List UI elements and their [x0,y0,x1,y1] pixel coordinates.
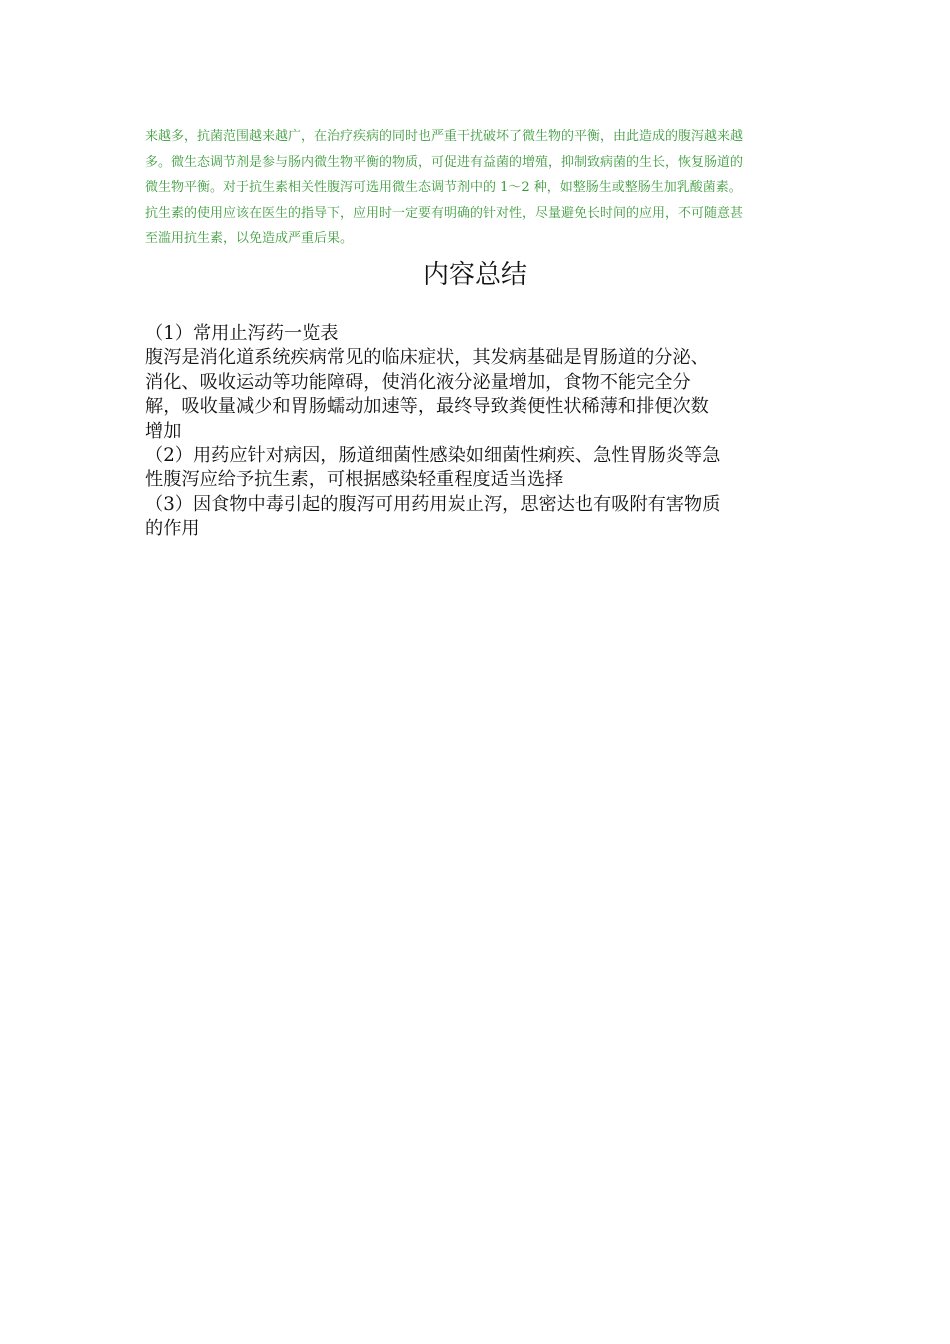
summary-line: 增加 [145,420,182,442]
green-line: 微生物平衡。对于抗生素相关性腹泻可选用微生态调节剂中的 1～2 种，如整肠生或整肠生加乳酸菌素。 [145,180,742,196]
summary-line: 的作用 [145,518,200,540]
summary-body [145,322,815,542]
green-line: 至滥用抗生素，以免造成严重后果。 [145,231,354,247]
summary-line: （1）常用止泻药一览表 [145,323,339,344]
summary-line: （2）用药应针对病因，肠道细菌性感染如细菌性痢疾、急性胃肠炎等急 [145,445,721,467]
green-line: 多。微生态调节剂是参与肠内微生物平衡的物质，可促进有益菌的增殖，抑制致病菌的生长，恢复肠道的 [145,154,744,170]
summary-title: 内容总结 [422,260,527,290]
summary-line: 解，吸收量减少和胃肠蠕动加速等，最终导致粪便性状稀薄和排便次数 [145,396,709,418]
green-paragraph [145,124,815,252]
summary-line: 性腹泻应给予抗生素，可根据感染轻重程度适当选择 [145,469,564,491]
summary-line: 腹泻是消化道系统疾病常见的临床症状，其发病基础是胃肠道的分泌、 [145,347,709,369]
summary-line: （3）因食物中毒引起的腹泻可用药用炭止泻，思密达也有吸附有害物质 [145,493,721,515]
green-line: 来越多，抗菌范围越来越广，在治疗疾病的同时也严重干扰破坏了微生物的平衡，由此造成的腹泻越来越 [145,129,744,144]
green-line: 抗生素的使用应该在医生的指导下，应用时一定要有明确的针对性，尽量避免长时间的应用，不可随意甚 [145,205,744,221]
summary-line: 消化、吸收运动等功能障碍，使消化液分泌量增加，食物不能完全分 [145,371,691,393]
